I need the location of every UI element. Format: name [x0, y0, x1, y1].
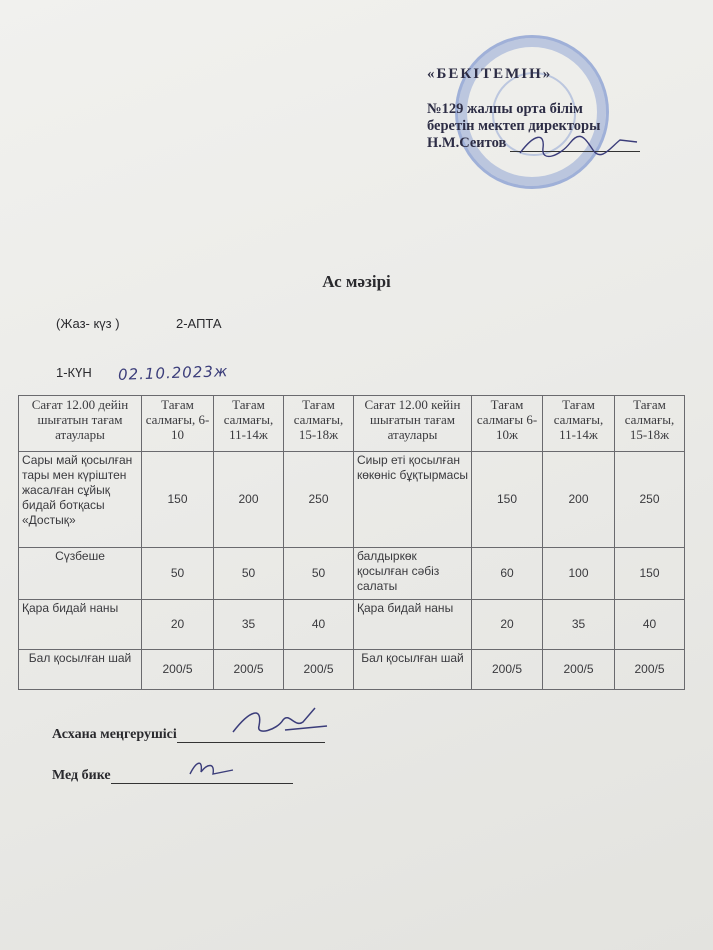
pm-dish-name: Қара бидай наны: [354, 600, 472, 650]
weight-cell: 150: [472, 452, 543, 548]
weight-cell: 250: [284, 452, 354, 548]
column-header: Тағам салмағы, 15-18ж: [615, 396, 685, 452]
weight-cell: 20: [142, 600, 214, 650]
day-label: 1-КҮН: [56, 365, 92, 380]
am-dish-name: Сары май қосылған тары мен күріштен жасалған сұйық бидай ботқасы «Достық»: [19, 452, 142, 548]
weight-cell: 35: [543, 600, 615, 650]
week-label: 2-АПТА: [176, 316, 222, 331]
table-row: [19, 650, 685, 690]
weight-cell: 35: [214, 600, 284, 650]
approval-line-1: №129 жалпы орта білім: [427, 101, 583, 117]
approval-line-2: беретін мектеп директоры: [427, 118, 601, 134]
column-header: Сағат 12.00 дейін шығатын тағам атаулары: [19, 396, 142, 452]
weight-cell: 200/5: [472, 650, 543, 690]
nurse-signature: [185, 752, 245, 782]
weight-cell: 200/5: [615, 650, 685, 690]
column-header: Тағам салмағы, 15-18ж: [284, 396, 354, 452]
weight-cell: 200/5: [142, 650, 214, 690]
column-header: Тағам салмағы, 11-14ж: [543, 396, 615, 452]
menu-table: [18, 395, 685, 690]
weight-cell: 40: [284, 600, 354, 650]
weight-cell: 200: [543, 452, 615, 548]
pm-dish-name: Сиыр еті қосылған көкөніс бұқтырмасы: [354, 452, 472, 548]
table-header-row: [19, 396, 685, 452]
column-header: Тағам салмағы 6-10ж: [472, 396, 543, 452]
page-title: Ас мәзірі: [322, 272, 391, 291]
director-signature: [515, 128, 645, 163]
table-row: [19, 548, 685, 600]
weight-cell: 200/5: [284, 650, 354, 690]
table-row: [19, 452, 685, 548]
weight-cell: 150: [142, 452, 214, 548]
column-header: Тағам салмағы, 11-14ж: [214, 396, 284, 452]
weight-cell: 60: [472, 548, 543, 600]
weight-cell: 200/5: [543, 650, 615, 690]
weight-cell: 50: [142, 548, 214, 600]
weight-cell: 100: [543, 548, 615, 600]
am-dish-name: Сүзбеше: [19, 548, 142, 600]
canteen-head-label: Асхана меңгерушісі: [52, 727, 177, 742]
weight-cell: 250: [615, 452, 685, 548]
am-dish-name: Бал қосылған шай: [19, 650, 142, 690]
nurse-label: Мед бике: [52, 768, 111, 783]
approval-title: «БЕКІТЕМІН»: [427, 66, 553, 82]
am-dish-name: Қара бидай наны: [19, 600, 142, 650]
weight-cell: 150: [615, 548, 685, 600]
canteen-head-signature: [225, 700, 335, 742]
weight-cell: 40: [615, 600, 685, 650]
pm-dish-name: балдыркөк қосылған сәбіз салаты: [354, 548, 472, 600]
weight-cell: 50: [284, 548, 354, 600]
handwritten-date: 02.10.2023ж: [117, 362, 229, 384]
pm-dish-name: Бал қосылған шай: [354, 650, 472, 690]
column-header: Тағам салмағы, 6-10: [142, 396, 214, 452]
table-row: [19, 600, 685, 650]
weight-cell: 20: [472, 600, 543, 650]
season-label: (Жаз- күз ): [56, 316, 120, 331]
weight-cell: 200: [214, 452, 284, 548]
weight-cell: 200/5: [214, 650, 284, 690]
director-name: Н.М.Сеитов: [427, 135, 507, 151]
nurse-signature-line: [52, 768, 293, 784]
weight-cell: 50: [214, 548, 284, 600]
column-header: Сағат 12.00 кейін шығатын тағам атаулары: [354, 396, 472, 452]
